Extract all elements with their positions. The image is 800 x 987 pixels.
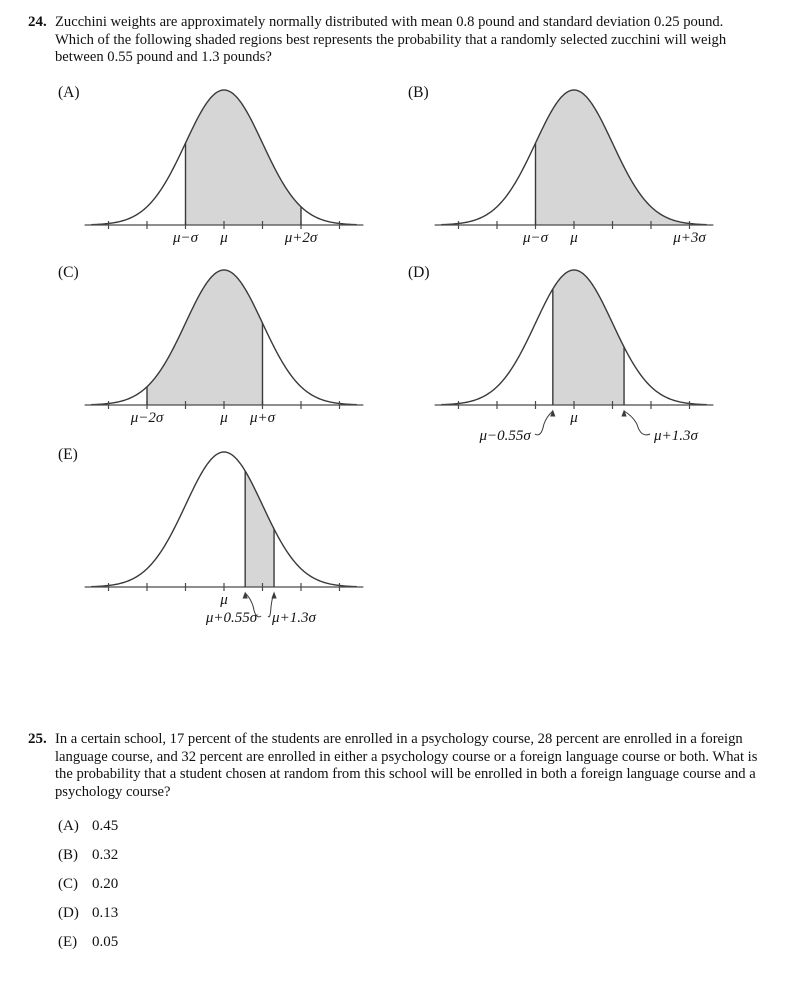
normal-curve-a xyxy=(74,85,374,250)
normal-curve-b xyxy=(424,85,724,250)
question-25-text: In a certain school, 17 percent of the students are enrolled in a psychology course, 28 percent are enrolled in a foreign language course, and 32 percent are enrolled in either a psychology course or a foreign language course or both. What is the probability that a student chosen at random from this school will be enrolled in both a foreign language course and a psychology course? xyxy=(55,731,758,800)
choice-a xyxy=(58,812,118,841)
figure-option-d xyxy=(396,262,748,462)
axis-label: μ−σ xyxy=(522,230,549,246)
figure-option-b xyxy=(396,82,748,262)
question-25-number: 25. xyxy=(28,731,47,747)
choice-d xyxy=(58,899,118,928)
arrow-axis-label: μ−0.55σ xyxy=(479,428,531,444)
arrow-axis-label: μ+1.3σ xyxy=(272,610,316,626)
shaded-region xyxy=(536,90,702,225)
question-24-number: 24. xyxy=(28,14,47,30)
figure-option-a xyxy=(46,82,398,262)
option-d-label: (D) xyxy=(408,264,430,281)
choice-d-label: (D) xyxy=(58,905,79,921)
option-b-label: (B) xyxy=(408,84,429,101)
axis-label: μ+σ xyxy=(249,410,276,426)
choice-c xyxy=(58,870,118,899)
question-24 xyxy=(28,14,765,67)
choice-c-value: 0.20 xyxy=(92,876,119,892)
question-25 xyxy=(28,731,770,801)
arrow-axis-label: μ+0.55σ xyxy=(205,610,258,626)
option-a-label: (A) xyxy=(58,84,80,101)
shaded-region xyxy=(245,471,274,587)
question-24-text: Zucchini weights are approximately normally distributed with mean 0.8 pound and standard deviation 0.25 pound. Which of the following shaded regions best represents the probability that a randomly selected zucchini will weigh between 0.55 pound and 1.3 pounds? xyxy=(55,14,727,65)
axis-label: μ xyxy=(220,592,228,608)
axis-label: μ xyxy=(570,410,578,426)
option-e-label: (E) xyxy=(58,446,78,463)
figure-option-e xyxy=(46,444,398,644)
choice-e-value: 0.05 xyxy=(92,934,119,950)
label-arrow xyxy=(624,411,650,435)
bell-curve xyxy=(91,452,357,587)
question-25-choices xyxy=(58,812,118,957)
label-arrow xyxy=(535,411,553,435)
axis-label: μ xyxy=(220,410,228,426)
choice-c-label: (C) xyxy=(58,876,78,892)
axis-label: μ xyxy=(570,230,578,246)
normal-curve-e xyxy=(74,447,374,642)
choice-a-label: (A) xyxy=(58,818,79,834)
arrow-axis-label: μ+1.3σ xyxy=(654,428,698,444)
label-arrowhead xyxy=(621,410,626,417)
choice-a-value: 0.45 xyxy=(92,818,119,834)
choice-d-value: 0.13 xyxy=(92,905,119,921)
option-c-label: (C) xyxy=(58,264,79,281)
axis-label: μ−σ xyxy=(172,230,199,246)
shaded-region xyxy=(553,270,624,405)
axis-label: μ+3σ xyxy=(673,230,706,246)
figure-option-c xyxy=(46,262,398,444)
normal-curve-c xyxy=(74,265,374,430)
choice-b xyxy=(58,841,118,870)
axis-label: μ+2σ xyxy=(284,230,318,246)
choice-e-label: (E) xyxy=(58,934,78,950)
normal-curve-d xyxy=(424,265,724,460)
choice-b-value: 0.32 xyxy=(92,847,119,863)
choice-b-label: (B) xyxy=(58,847,78,863)
choice-e xyxy=(58,928,118,957)
axis-label: μ−2σ xyxy=(130,410,164,426)
axis-label: μ xyxy=(220,230,228,246)
label-arrowhead xyxy=(271,592,276,599)
